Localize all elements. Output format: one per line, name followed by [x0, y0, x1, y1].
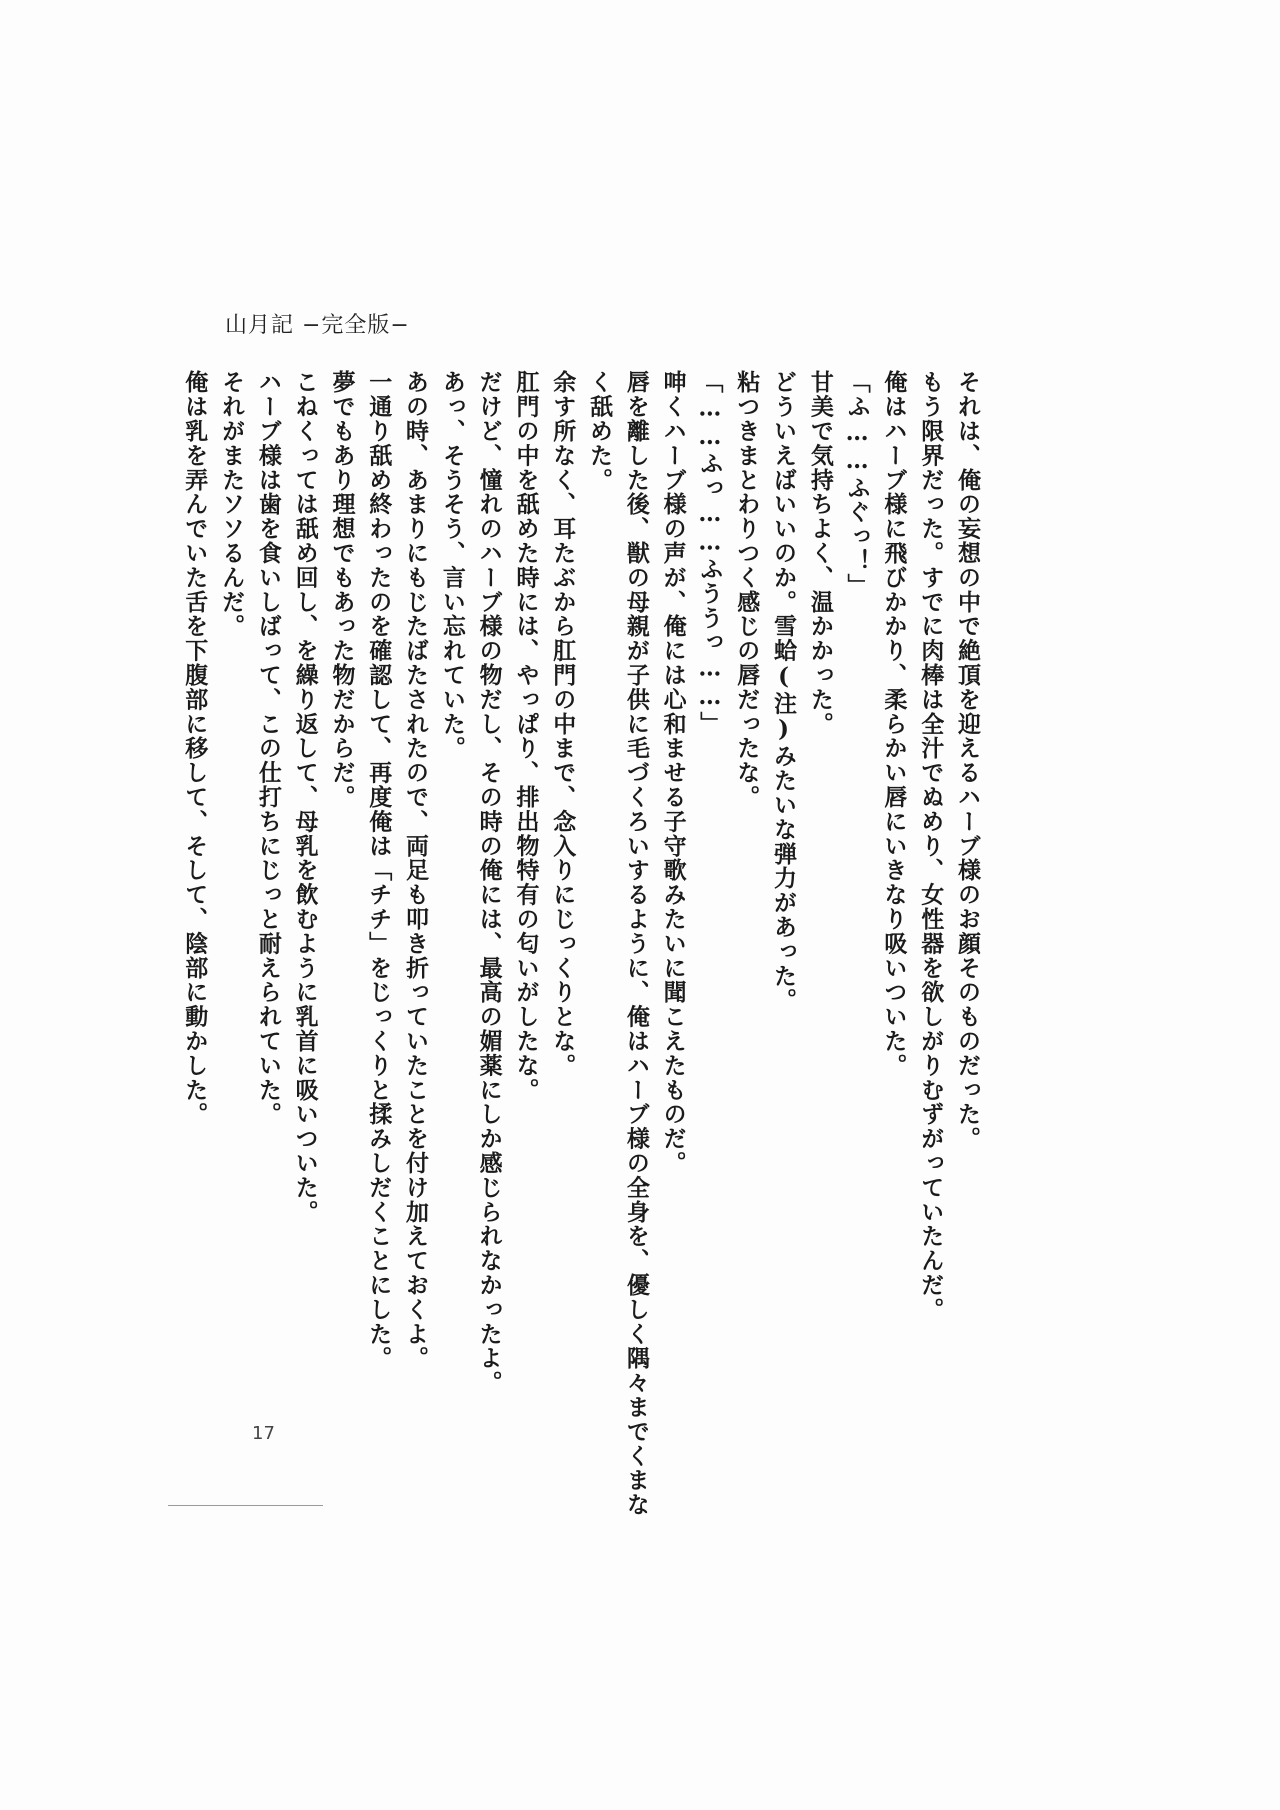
text-line: それは、俺の妄想の中で絶頂を迎えるハーブ様のお顔そのものだった。	[954, 370, 981, 1151]
text-line: だけど、憧れのハーブ様の物だし、その時の俺には、最高の媚薬にしか感じられなかったよ。	[475, 370, 503, 1395]
text-line: 甘美で気持ちよく、温かかった。	[806, 370, 834, 736]
text-line: 「ふ……ふぐっ！」	[843, 370, 871, 598]
text-line: どういえばいいのか。雪蛤(注)みたいな弾力があった。	[770, 370, 798, 1013]
running-header-title: 山月記 −完全版−	[225, 313, 410, 338]
text-line: 粘つきまとわりつく感じの唇だったな。	[733, 370, 761, 810]
text-line: それがまたソソるんだ。	[218, 370, 246, 639]
text-line: 唇を離した後、獣の母親が子供に毛づくろいするように、俺はハーブ様の全身を、優しく隅々までくまな	[622, 370, 650, 1517]
text-line: 俺はハーブ様に飛びかかり、柔らかい唇にいきなり吸いついた。	[880, 370, 908, 1078]
text-line: 夢でもあり理想でもあった物だからだ。	[328, 370, 356, 810]
page-number: 17	[252, 1423, 275, 1444]
text-line: 余す所なく、耳たぶから肛門の中まで、念入りにじっくりとな。	[549, 370, 577, 1078]
text-line: もう限界だった。すでに肉棒は全汁でぬめり、女性器を欲しがりむずがっていたんだ。	[917, 370, 945, 1322]
text-line: 呻くハーブ様の声が、俺には心和ませる子守歌みたいに聞こえたものだ。	[659, 370, 687, 1176]
text-line: 俺は乳を弄んでいた舌を下腹部に移して、そして、陰部に動かした。	[181, 370, 209, 1127]
text-line: ハーブ様は歯を食いしばって、この仕打ちにじっと耐えられていた。	[254, 370, 282, 1127]
text-line: く舐めた。	[586, 370, 614, 492]
footer-rule	[168, 1505, 323, 1506]
text-line: 一通り舐め終わったのを確認して、再度俺は「チチ」をじっくりと揉みしだくことにした。	[365, 370, 393, 1371]
text-line: 肛門の中を舐めた時には、やっぱり、排出物特有の匂いがしたな。	[512, 370, 540, 1102]
text-line: あっ、そうそう、言い忘れていた。	[438, 370, 466, 761]
text-line: 「……ふっ……ふううっ……」	[696, 370, 724, 736]
text-line: あの時、あまりにもじたばたされたので、両足も叩き折っていたことを付け加えておくよ。	[402, 370, 430, 1371]
text-line: こねくっては舐め回し、を繰り返して、母乳を飲むように乳首に吸いついた。	[291, 370, 319, 1224]
